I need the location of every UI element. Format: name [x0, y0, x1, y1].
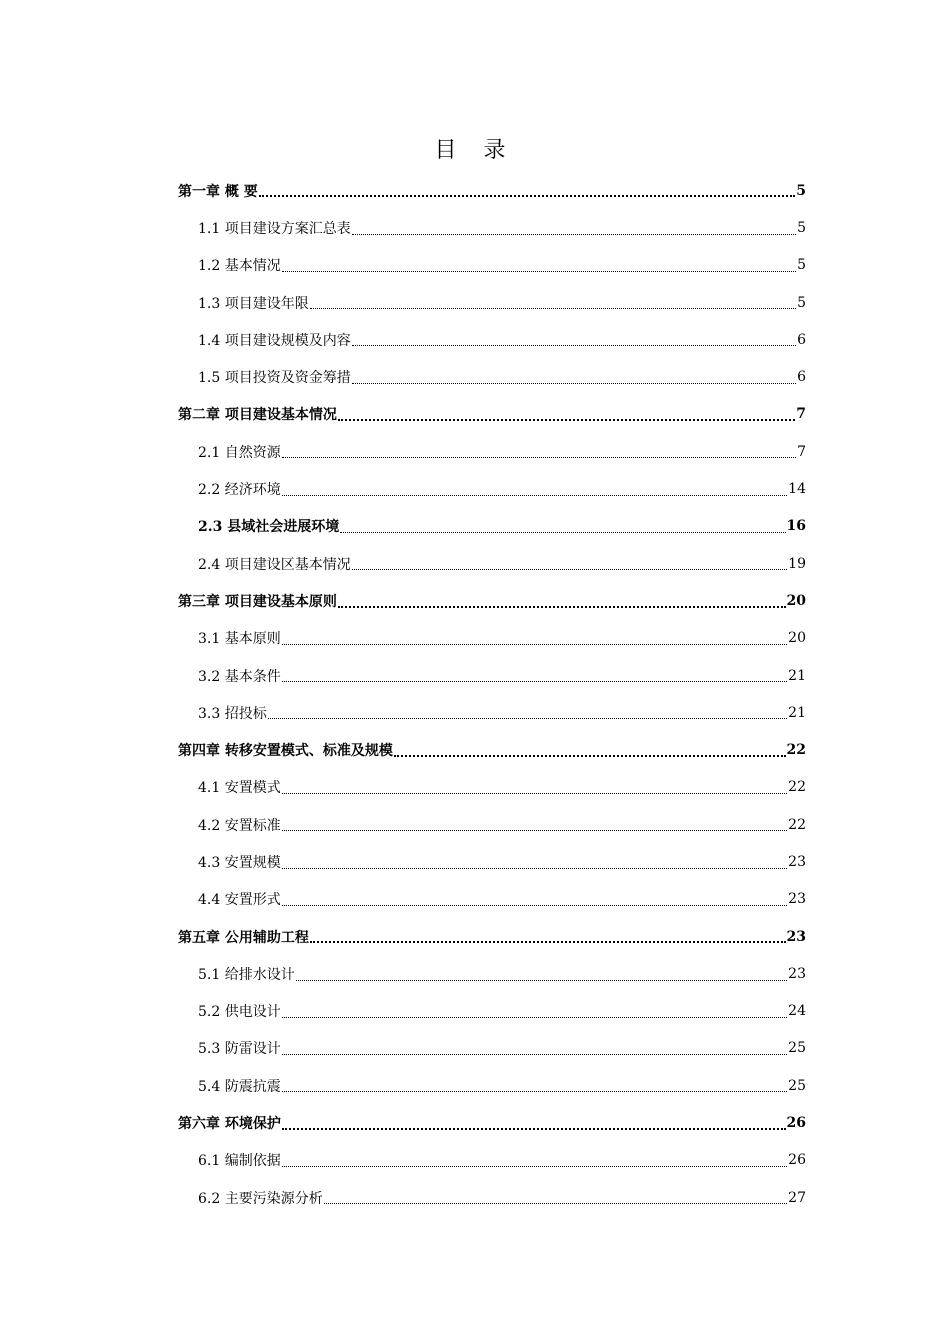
toc-dot-leader: [259, 194, 796, 197]
toc-section-entry[interactable]: [176, 1142, 806, 1179]
toc-entry-label: 3.2 基本条件: [198, 668, 281, 685]
toc-dot-leader: [282, 1165, 787, 1167]
toc-page-number: 20: [788, 630, 806, 647]
toc-dot-leader: [268, 717, 787, 719]
toc-section-entry[interactable]: [176, 620, 806, 657]
toc-dot-leader: [282, 829, 787, 831]
toc-chapter-entry[interactable]: [176, 1104, 806, 1141]
toc-section-entry[interactable]: [176, 694, 806, 731]
toc-section-entry[interactable]: [176, 769, 806, 806]
toc-page-number: 22: [788, 779, 806, 796]
toc-chapter-entry[interactable]: [176, 731, 806, 768]
toc-page-number: 25: [788, 1077, 806, 1094]
toc-section-entry[interactable]: [176, 545, 806, 582]
toc-entry-label: 5.2 供电设计: [198, 1004, 281, 1021]
toc-chapter-entry[interactable]: [176, 396, 806, 433]
toc-dot-leader: [310, 940, 786, 943]
toc-dot-leader: [282, 1053, 787, 1055]
toc-section-entry[interactable]: [176, 1179, 806, 1216]
toc-entry-label: 1.4 项目建设规模及内容: [198, 332, 351, 349]
toc-page-number: 22: [788, 816, 806, 833]
toc-dot-leader: [296, 979, 787, 981]
toc-entry-label: 4.1 安置模式: [198, 780, 281, 797]
toc-section-entry[interactable]: [176, 358, 806, 395]
toc-entry-label: 第六章 环境保护: [178, 1116, 281, 1133]
toc-dot-leader: [310, 307, 796, 309]
toc-section-entry[interactable]: [176, 1067, 806, 1104]
toc-entry-label: 4.2 安置标准: [198, 817, 281, 834]
toc-page-number: 19: [788, 555, 806, 572]
toc-dot-leader: [282, 494, 787, 496]
toc-entry-label: 第四章 转移安置模式、标准及规模: [178, 743, 393, 760]
toc-dot-leader: [352, 344, 796, 346]
toc-page-number: 7: [796, 406, 806, 423]
toc-entry-label: 5.4 防震抗震: [198, 1078, 281, 1095]
toc-section-entry[interactable]: [176, 209, 806, 246]
toc-page-number: 21: [788, 704, 806, 721]
toc-page-number: 23: [788, 965, 806, 982]
toc-dot-leader: [282, 904, 787, 906]
toc-entry-label: 6.1 编制依据: [198, 1153, 281, 1170]
toc-page-number: 14: [788, 481, 806, 498]
toc-dot-leader: [340, 531, 785, 533]
toc-entry-label: 4.4 安置形式: [198, 892, 281, 909]
toc-dot-leader: [338, 605, 786, 608]
toc-entry-label: 5.3 防雷设计: [198, 1041, 281, 1058]
toc-page-number: 6: [797, 331, 806, 348]
toc-dot-leader: [282, 867, 787, 869]
toc-entry-label: 第五章 公用辅助工程: [178, 929, 309, 946]
toc-dot-leader: [394, 754, 786, 757]
toc-page-number: 25: [788, 1040, 806, 1057]
toc-entry-label: 3.3 招投标: [198, 705, 267, 722]
toc-section-entry[interactable]: [176, 247, 806, 284]
toc-chapter-entry[interactable]: [176, 172, 806, 209]
toc-section-entry[interactable]: [176, 321, 806, 358]
toc-entry-label: 1.1 项目建设方案汇总表: [198, 220, 351, 237]
toc-dot-leader: [282, 792, 787, 794]
toc-entry-label: 2.2 经济环境: [198, 482, 281, 499]
toc-page-number: 21: [788, 667, 806, 684]
toc-page-number: 5: [797, 257, 806, 274]
toc-page-number: 23: [788, 891, 806, 908]
toc-section-entry[interactable]: [176, 955, 806, 992]
toc-section-entry[interactable]: [176, 843, 806, 880]
toc-dot-leader: [282, 456, 796, 458]
toc-page-number: 23: [788, 853, 806, 870]
toc-entry-label: 2.1 自然资源: [198, 444, 281, 461]
toc-section-entry[interactable]: [176, 508, 806, 545]
toc-dot-leader: [282, 643, 787, 645]
toc-dot-leader: [282, 1090, 787, 1092]
toc-dot-leader: [352, 568, 787, 570]
toc-page-number: 26: [788, 1152, 806, 1169]
toc-dot-leader: [282, 270, 796, 272]
toc-section-entry[interactable]: [176, 284, 806, 321]
toc-entry-label: 2.3 县域社会进展环境: [198, 519, 340, 536]
toc-page-number: 5: [797, 219, 806, 236]
toc-section-entry[interactable]: [176, 881, 806, 918]
toc-entry-label: 第二章 项目建设基本情况: [178, 407, 337, 424]
table-of-contents: [176, 172, 806, 1216]
page-title: 目 录: [434, 138, 516, 163]
toc-section-entry[interactable]: [176, 993, 806, 1030]
toc-page-number: 7: [797, 443, 806, 460]
toc-page-number: 22: [786, 742, 806, 759]
toc-section-entry[interactable]: [176, 470, 806, 507]
toc-entry-label: 2.4 项目建设区基本情况: [198, 556, 351, 573]
toc-entry-label: 第三章 项目建设基本原则: [178, 593, 337, 610]
toc-entry-label: 1.3 项目建设年限: [198, 295, 309, 312]
toc-entry-label: 4.3 安置规模: [198, 854, 281, 871]
toc-dot-leader: [282, 680, 787, 682]
toc-page-number: 5: [797, 294, 806, 311]
toc-section-entry[interactable]: [176, 433, 806, 470]
toc-entry-label: 第一章 概 要: [178, 183, 258, 200]
toc-entry-label: 1.2 基本情况: [198, 258, 281, 275]
toc-page-number: 5: [796, 182, 806, 199]
toc-dot-leader: [338, 418, 795, 421]
toc-dot-leader: [282, 1127, 786, 1130]
toc-page-number: 27: [788, 1189, 806, 1206]
toc-page-number: 6: [797, 369, 806, 386]
toc-entry-label: 6.2 主要污染源分析: [198, 1190, 323, 1207]
toc-dot-leader: [352, 233, 796, 235]
toc-page-number: 26: [786, 1115, 806, 1132]
toc-dot-leader: [352, 382, 796, 384]
toc-page-number: 16: [786, 518, 806, 535]
toc-entry-label: 5.1 给排水设计: [198, 966, 295, 983]
toc-page-number: 23: [786, 928, 806, 945]
toc-section-entry[interactable]: [176, 657, 806, 694]
toc-entry-label: 1.5 项目投资及资金筹措: [198, 370, 351, 387]
toc-chapter-entry[interactable]: [176, 582, 806, 619]
toc-section-entry[interactable]: [176, 806, 806, 843]
toc-chapter-entry[interactable]: [176, 918, 806, 955]
toc-dot-leader: [282, 1016, 787, 1018]
toc-section-entry[interactable]: [176, 1030, 806, 1067]
toc-page-number: 24: [788, 1003, 806, 1020]
toc-entry-label: 3.1 基本原则: [198, 631, 281, 648]
toc-dot-leader: [324, 1202, 787, 1204]
toc-page-number: 20: [786, 592, 806, 609]
